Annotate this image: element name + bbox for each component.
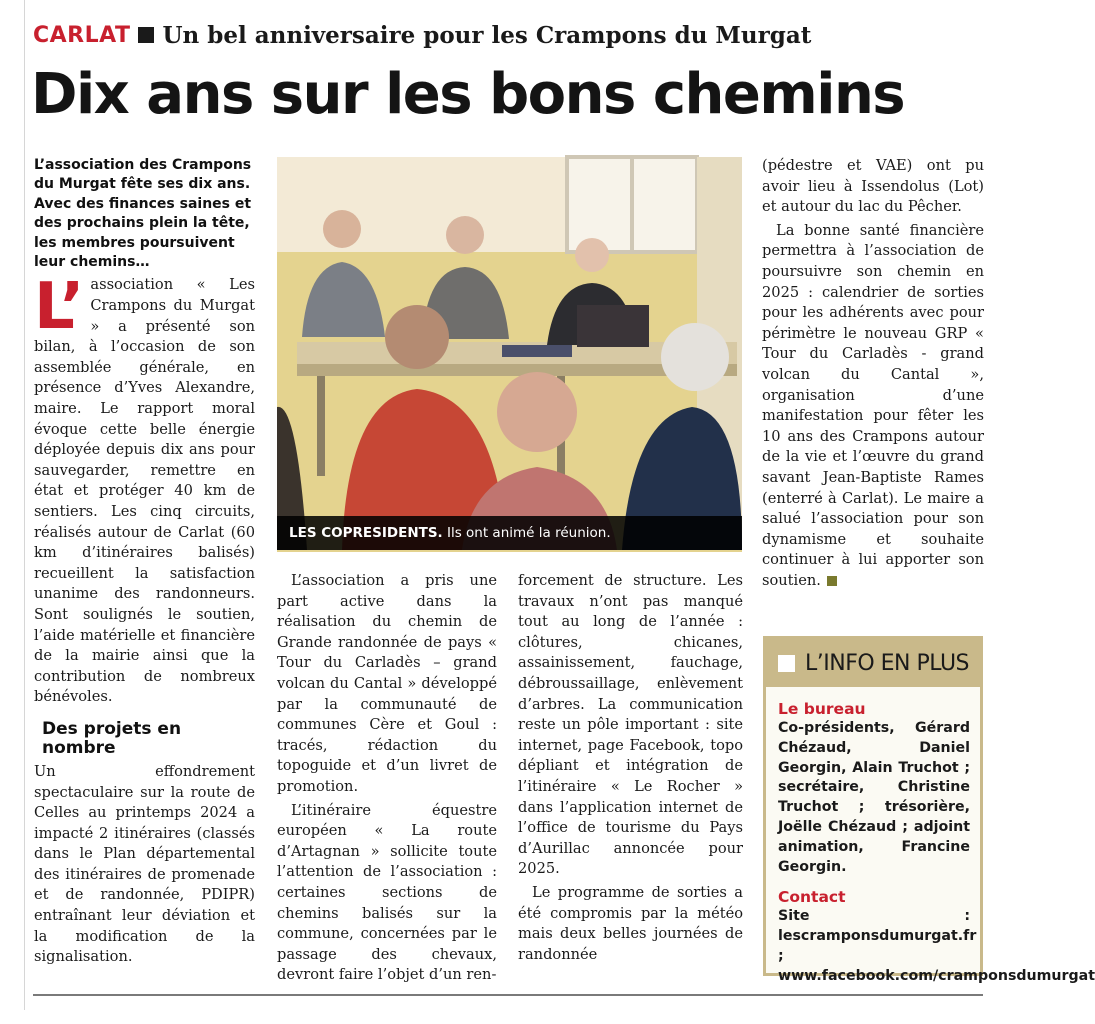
- article-intro: L’association des Crampons du Murgat fête ses dix ans. Avec des finances saines et des prochains plein la tête, les membres poursuivent leur chemins…: [34, 157, 252, 271]
- square-bullet-icon: [778, 655, 795, 672]
- kicker-subtitle: Un bel anniversaire pour les Crampons du Murgat: [162, 21, 812, 49]
- info-box-header: [766, 639, 980, 687]
- closing-text: La bonne santé financière permettra à l’association de poursuivre son chemin en 2025 : calendrier de sorties pour les adhérents avec pour périmètre le nouveau GRP « Tour du Carladès - grand volcan du Cantal », organisation d’une manifestation pour fêter les 10 ans des Crampons autour de la vie et l’œuvre du grand savant Jean-Baptiste Rames (enterré à Carlat). Le maire a salué l’association pour son dynamisme et souhaite continuer à lui apporter son soutien.: [762, 221, 984, 589]
- body-paragraph: Un effondrement spectaculaire sur la route de Celles au printemps 2024 a impacté 2 itinéraires (classés dans le Plan départemental des itinéraires de promenade et de randonnée, PDIPR) entraînant leur déviation et la modification de la signalisation.: [34, 762, 255, 966]
- body-paragraph: L’association a pris une part active dans la réalisation du chemin de Grande randonnée de pays « Tour du Carladès – grand volcan du Cantal » développé par la communauté de communes Cère et Goul : tracés, rédaction du topoguide et d’un livret de promotion.: [277, 572, 497, 795]
- lead-paragraph: [34, 270, 255, 707]
- end-of-article-mark: [827, 576, 837, 586]
- caption-text: Ils ont animé la réunion.: [442, 525, 611, 541]
- body-paragraph: Le programme de sorties a été compromis par la météo mais deux belles journées de randonnée: [518, 883, 743, 963]
- column-1: [34, 156, 255, 971]
- drop-cap: L’: [34, 270, 85, 345]
- body-paragraph: L’itinéraire équestre européen « La route d’Artagnan » sollicite toute l’attention de l’association : certaines sections de chemins balisés sur la commune, concernées par le passage des chevaux, devront faire l’objet d’un ren-: [277, 801, 497, 984]
- location-label: CARLAT: [33, 22, 131, 48]
- page-title: Dix ans sur les bons chemins: [31, 62, 905, 127]
- meeting-photo-illustration: [277, 157, 742, 550]
- bureau-members: Co-présidents, Gérard Chézaud, Daniel Georgin, Alain Truchot ; secrétaire, Christine Truchot ; trésorière, Joëlle Chézaud ; adjoint animation, Francine Georgin.: [778, 720, 970, 875]
- caption-label: LES COPRESIDENTS.: [289, 525, 443, 541]
- bureau-heading: Le bureau: [778, 700, 866, 718]
- info-box: [763, 636, 1095, 984]
- body-paragraph: (pédestre et VAE) ont pu avoir lieu à Issendolus (Lot) et autour du lac du Pêcher.: [762, 157, 984, 216]
- body-paragraph: [762, 221, 984, 592]
- body-paragraph: forcement de structure. Les travaux n’ont pas manqué tout au long de l’année : clôtures, chicanes, assainissement, fauchage, débroussaillage, enlèvement d’arbres. La communication reste un pôle important : site internet, page Facebook, topo dépliant et intégration de l’itinéraire « Le Rocher » dans l’application internet de l’office de tourisme du Pays d’Aurillac annoncée pour 2025.: [518, 572, 743, 878]
- lead-text: association « Les Crampons du Murgat » a présenté son bilan, à l’occasion de son assemblée générale, en présence d’Yves Alexandre, maire. Le rapport moral évoque cette belle énergie déployée depuis dix ans pour sauvegarder, remettre en état et protéger 40 km de sentiers. Les cinq circuits, réalisés autour de Carlat (60 km d’itinéraires balisés) recueillent la satisfaction unanime des randonneurs. Sont soulignés le soutien, l’aide matérielle et financière de la mairie ainsi que la contribution de nombreux bénévoles.: [34, 276, 255, 706]
- section-subhead: Des projets en nombre: [42, 718, 182, 758]
- column-3: [518, 571, 743, 968]
- contact-details: Site : lescramponsdumurgat.fr ; www.facebook.com/cramponsdumurgat: [778, 908, 1095, 984]
- left-margin-rule: [24, 0, 25, 1010]
- photo-caption: [277, 516, 742, 550]
- column-2: [277, 571, 497, 989]
- square-bullet-icon: [138, 27, 154, 43]
- bottom-rule: [33, 994, 983, 996]
- article-photo: [277, 157, 742, 550]
- contact-heading: Contact: [778, 888, 846, 907]
- info-box-body: [766, 687, 1095, 987]
- column-4: [762, 156, 984, 594]
- info-box-title: L’INFO EN PLUS: [805, 650, 970, 676]
- kicker-line: [33, 18, 811, 52]
